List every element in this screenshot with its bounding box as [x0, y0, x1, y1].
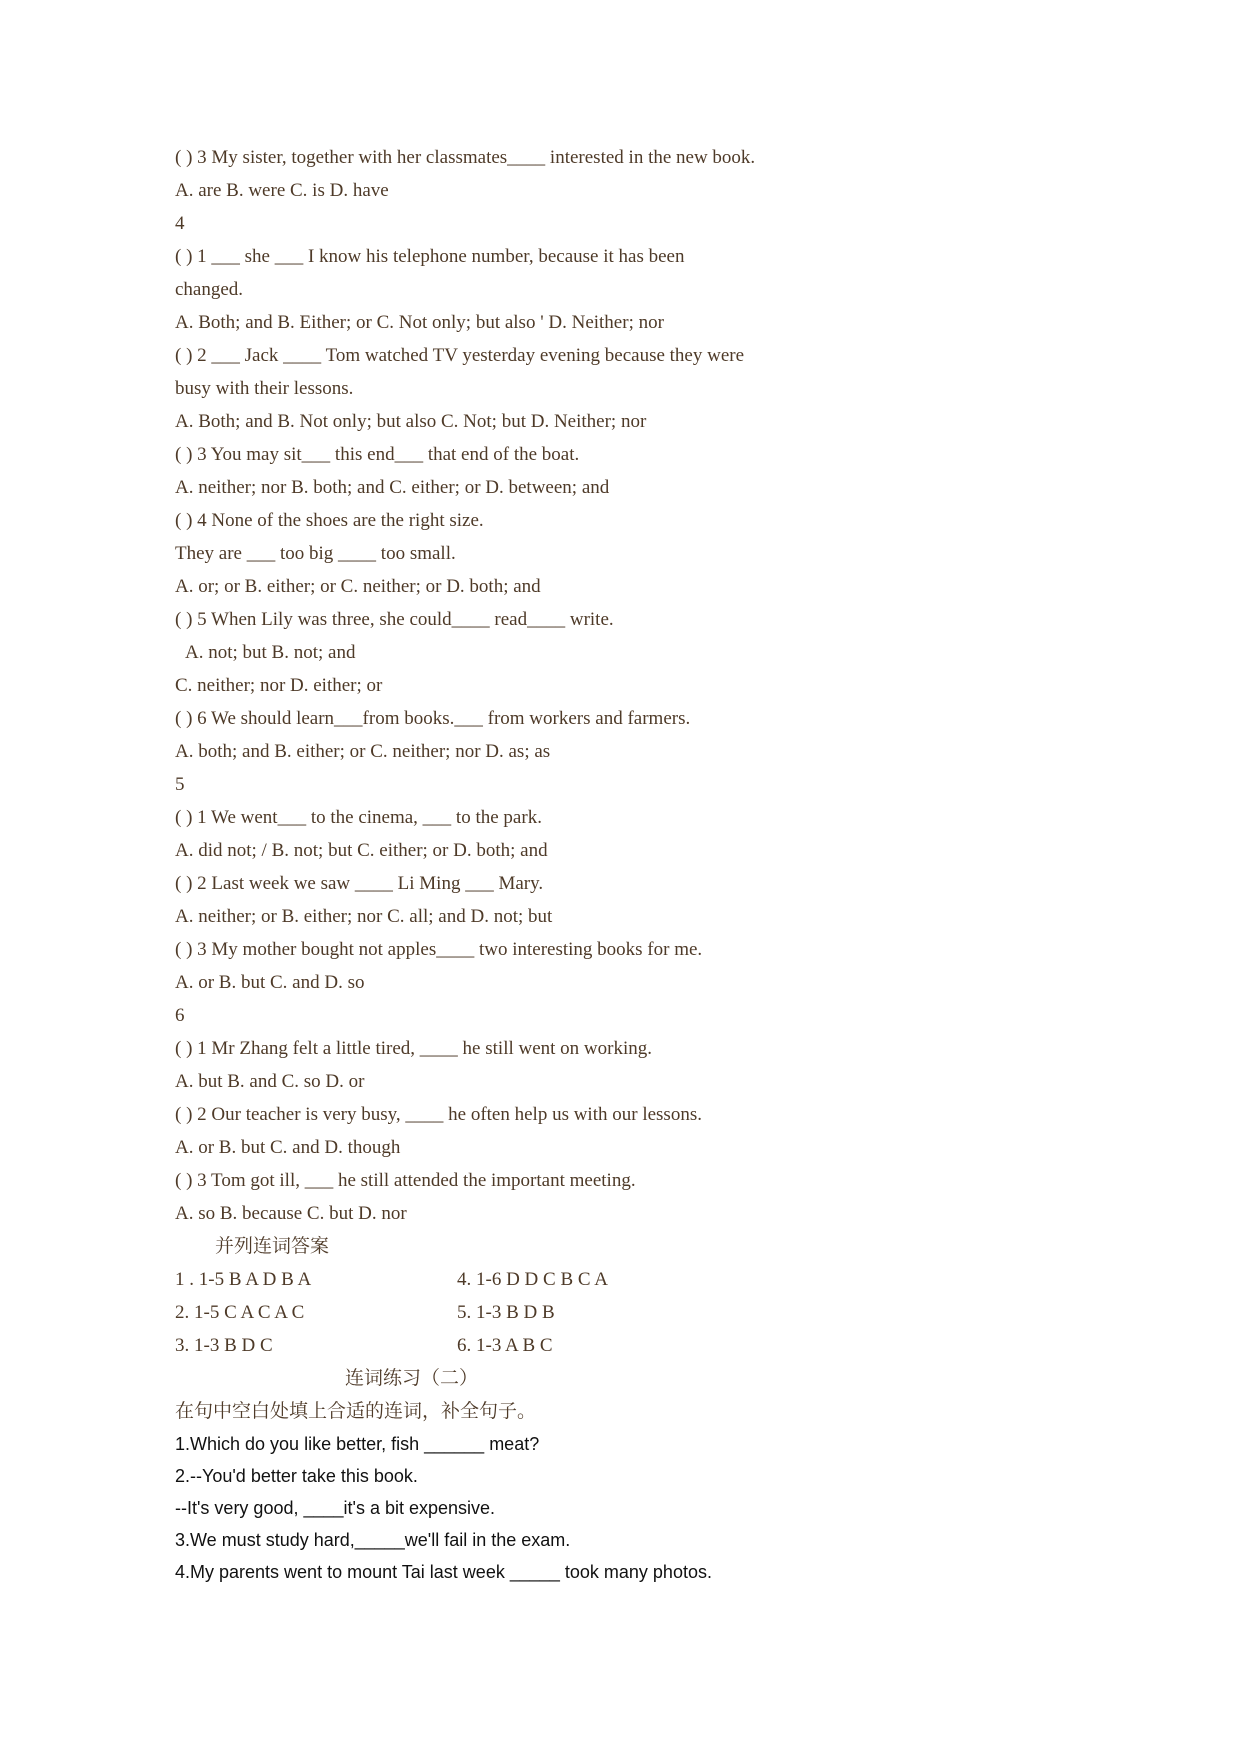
question-line: ( ) 1 We went___ to the cinema, ___ to the park. — [175, 807, 542, 828]
fill-blank-line: 2.--You'd better take this book. — [175, 1466, 418, 1486]
answers-heading: 并列连词答案 — [215, 1236, 330, 1257]
answers-cell-left: 1 . 1-5 B A D B A — [175, 1269, 312, 1290]
question-line: busy with their lessons. — [175, 378, 354, 399]
exercise-title: 连词练习（二） — [345, 1368, 479, 1389]
answers-row — [175, 1263, 1155, 1296]
options-line: A. are B. were C. is D. have — [175, 180, 389, 201]
answers-cell-left: 3. 1-3 B D C — [175, 1335, 273, 1356]
options-line: A. so B. because C. but D. nor — [175, 1203, 407, 1224]
options-line: A. neither; or B. either; nor C. all; and D. not; but — [175, 906, 553, 927]
options-line: A. not; but B. not; and — [185, 642, 356, 663]
section-number: 4 — [175, 213, 185, 234]
options-line: A. did not; / B. not; but C. either; or D. both; and — [175, 840, 548, 861]
question-line: ( ) 2 Last week we saw ____ Li Ming ___ Mary. — [175, 873, 544, 894]
question-line: ( ) 3 My sister, together with her classmates____ interested in the new book. — [175, 147, 756, 168]
question-line: ( ) 4 None of the shoes are the right size. — [175, 510, 484, 531]
question-line: They are ___ too big ____ too small. — [175, 543, 456, 564]
question-line: ( ) 1 Mr Zhang felt a little tired, ____ he still went on working. — [175, 1038, 653, 1059]
question-line: ( ) 3 My mother bought not apples____ two interesting books for me. — [175, 939, 703, 960]
fill-blank-line: 1.Which do you like better, fish ______ meat? — [175, 1434, 540, 1454]
answers-cell-right: 5. 1-3 B D B — [457, 1302, 555, 1323]
options-line: C. neither; nor D. either; or — [175, 675, 383, 696]
fill-blank-line: --It's very good, ____it's a bit expensive. — [175, 1498, 496, 1518]
options-line: A. both; and B. either; or C. neither; nor D. as; as — [175, 741, 551, 762]
options-line: A. Both; and B. Either; or C. Not only; but also ' D. Neither; nor — [175, 312, 664, 333]
options-line: A. or; or B. either; or C. neither; or D. both; and — [175, 576, 541, 597]
section-number: 6 — [175, 1005, 185, 1026]
exercise-document — [175, 141, 1155, 1588]
question-line: ( ) 3 You may sit___ this end___ that end of the boat. — [175, 444, 580, 465]
fill-blank-line: 3.We must study hard,_____we'll fail in the exam. — [175, 1530, 571, 1550]
question-line: ( ) 6 We should learn___from books.___ from workers and farmers. — [175, 708, 691, 729]
answers-row — [175, 1296, 1155, 1329]
question-line: ( ) 2 ___ Jack ____ Tom watched TV yesterday evening because they were — [175, 345, 745, 366]
question-line: ( ) 5 When Lily was three, she could____ read____ write. — [175, 609, 614, 630]
instructions-line: 在句中空白处填上合适的连词，补全句子。 — [175, 1401, 537, 1422]
options-line: A. or B. but C. and D. so — [175, 972, 365, 993]
answers-cell-right: 6. 1-3 A B C — [457, 1335, 553, 1356]
options-line: A. or B. but C. and D. though — [175, 1137, 401, 1158]
options-line: A. neither; nor B. both; and C. either; or D. between; and — [175, 477, 610, 498]
answers-row — [175, 1329, 1155, 1362]
section-number: 5 — [175, 774, 185, 795]
options-line: A. Both; and B. Not only; but also C. Not; but D. Neither; nor — [175, 411, 647, 432]
answers-cell-left: 2. 1-5 C A C A C — [175, 1302, 305, 1323]
question-line: changed. — [175, 279, 244, 300]
question-line: ( ) 3 Tom got ill, ___ he still attended the important meeting. — [175, 1170, 636, 1191]
question-line: ( ) 1 ___ she ___ I know his telephone number, because it has been — [175, 246, 685, 267]
answers-cell-right: 4. 1-6 D D C B C A — [457, 1269, 608, 1290]
options-line: A. but B. and C. so D. or — [175, 1071, 365, 1092]
fill-blank-line: 4.My parents went to mount Tai last week _____ took many photos. — [175, 1562, 712, 1582]
question-line: ( ) 2 Our teacher is very busy, ____ he often help us with our lessons. — [175, 1104, 702, 1125]
